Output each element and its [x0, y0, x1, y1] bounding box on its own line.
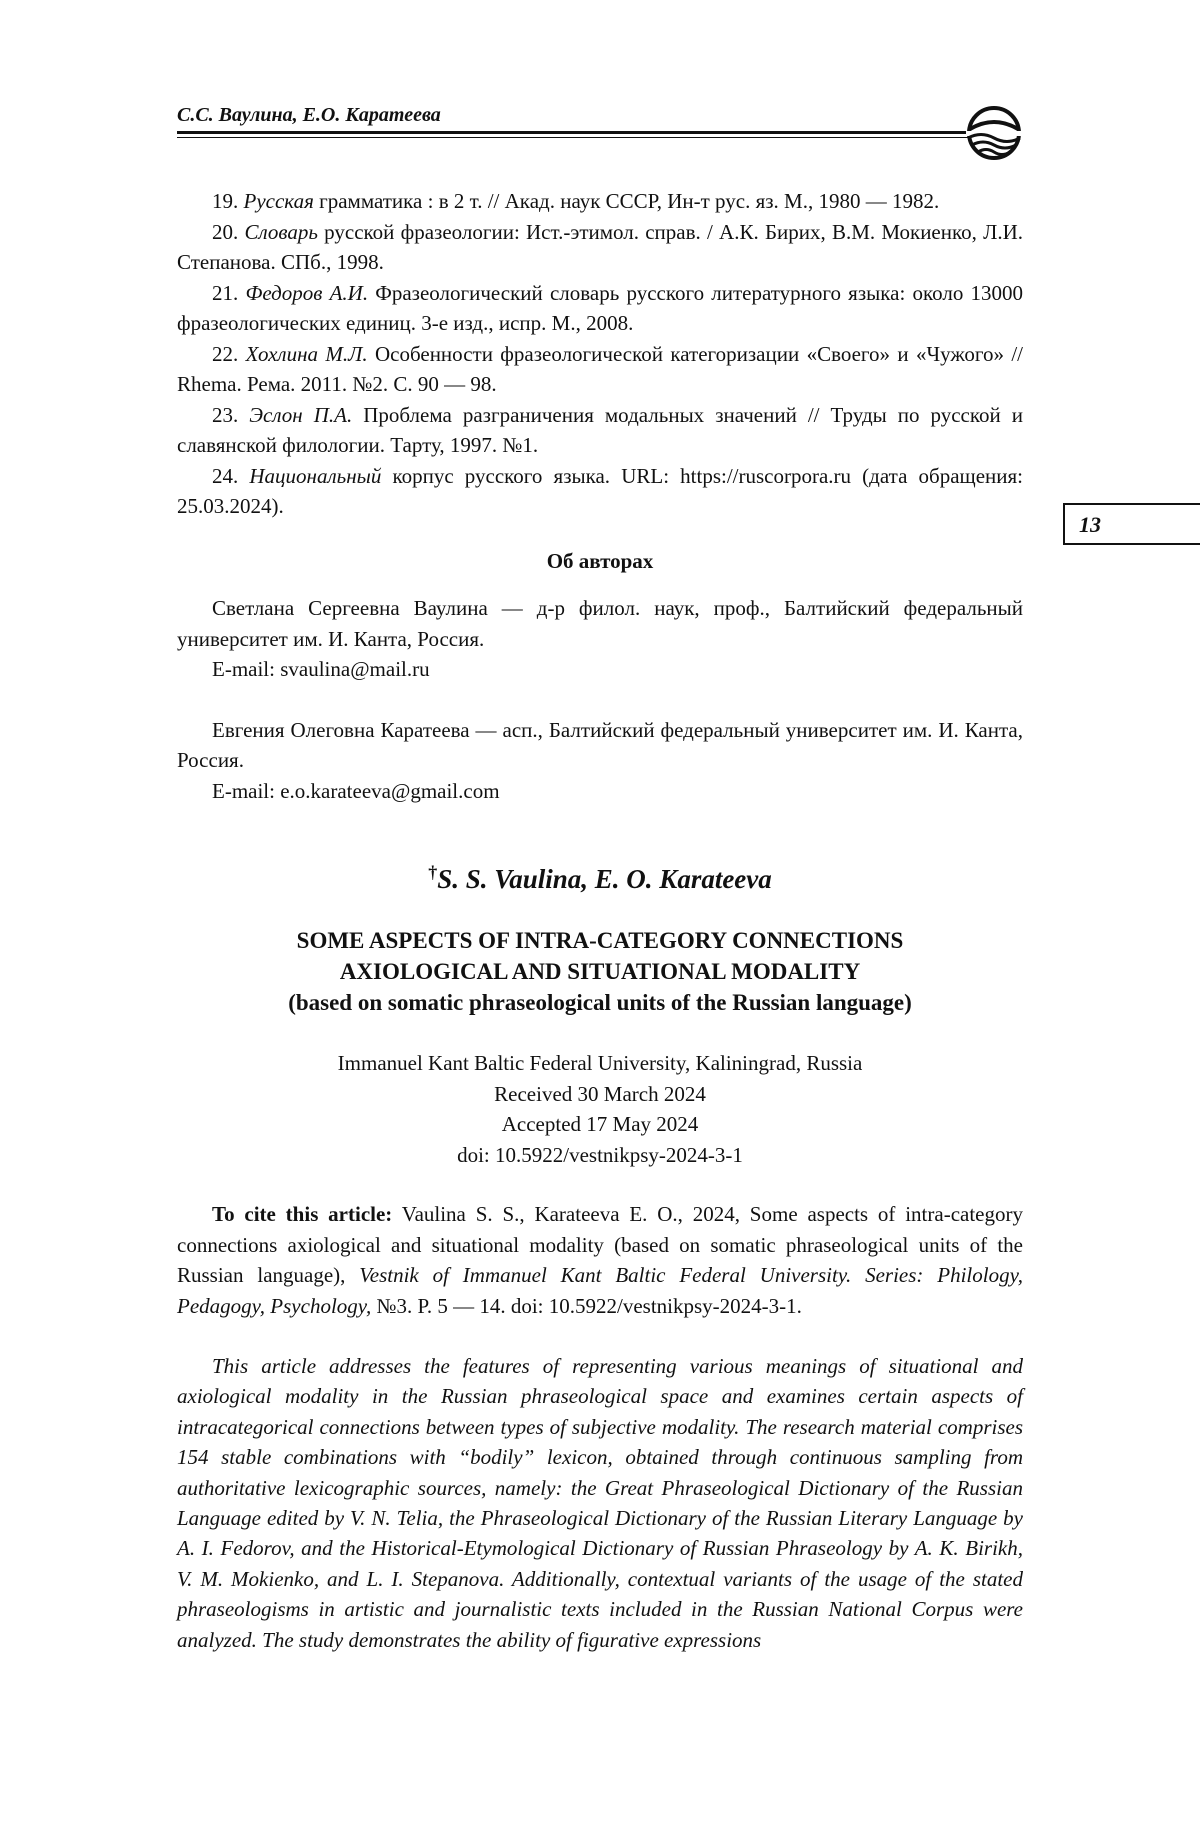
doi: doi: 10.5922/vestnikpsy-2024-3-1	[457, 1142, 743, 1167]
reference-item: 23. Эслон П.А. Проблема разграничения модальных значений // Труды по русской и славянской филологии. Тарту, 1997. №1.	[177, 402, 1024, 457]
reference-item: 20. Словарь русской фразеологии: Ист.-этимол. справ. / А.К. Бирих, В.М. Мокиенко, Л.И. Степанова. СПб., 1998.	[177, 219, 1024, 274]
article-meta	[177, 1048, 1023, 1170]
journal-logo-icon	[964, 105, 1024, 161]
accepted-date: Accepted 17 May 2024	[501, 1112, 699, 1136]
header-rule-thick	[177, 131, 969, 134]
english-authors: †S. S. Vaulina, E. O. Karateeva	[428, 862, 772, 894]
received-date: Received 30 March 2024	[494, 1081, 706, 1106]
author-2-email: E-mail: e.o.karateeva@gmail.com	[212, 778, 500, 803]
citation-block: To cite this article: Vaulina S. S., Karateeva E. O., 2024, Some aspects of intra-category connections axiological and situational modality (based on somatic phraseological units of the Russian language), Vestnik of Immanuel Kant Baltic Federal University. Series: Philology, Pedagogy, Psychology, №3. P. 5 — 14. doi: 10.5922/vestnikpsy-2024-3-1.	[177, 1202, 1024, 1318]
author-1-email: E-mail: svaulina@mail.ru	[212, 657, 430, 681]
about-authors	[177, 593, 1023, 806]
author-2-bio: Евгения Олеговна Каратеева — асп., Балтийский федеральный университет им. И. Канта, Россия.	[177, 717, 1023, 772]
reference-item: 24. Национальный корпус русского языка. URL: https://ruscorpora.ru (дата обращения: 25.03.2024).	[177, 463, 1023, 518]
header-rule-thin	[177, 137, 969, 138]
reference-item: 22. Хохлина М.Л. Особенности фразеологической категоризации «Своего» и «Чужого» // Rhema. Рема. 2011. №2. С. 90 — 98.	[177, 341, 1023, 396]
about-authors-heading: Об авторах	[546, 549, 654, 573]
page-number-tab	[1063, 503, 1200, 545]
affiliation: Immanuel Kant Baltic Federal University, Kaliningrad, Russia	[337, 1051, 863, 1075]
journal-name: Vestnik of Immanuel Kant Baltic Federal University. Series: Philology, Pedagogy, Psychology,	[177, 1263, 1024, 1318]
cite-label: To cite this article:	[212, 1202, 393, 1226]
dagger-mark: †	[428, 862, 438, 882]
author-1-bio: Светлана Сергеевна Ваулина — д-р филол. наук, проф., Балтийский федеральный университет им. И. Канта, Россия.	[177, 596, 1023, 651]
reference-item: 19. Русская грамматика : в 2 т. // Акад. наук СССР, Ин-т рус. яз. М., 1980 — 1982.	[212, 189, 940, 213]
reference-item: 21. Федоров А.И. Фразеологический словарь русского литературного языка: около 13000 фразеологических единиц. 3-е изд., испр. М., 2008.	[177, 280, 1024, 335]
running-header-authors: С.С. Ваулина, Е.О. Каратеева	[177, 104, 441, 126]
reference-list	[177, 186, 1023, 522]
page-number: 13	[1079, 512, 1101, 537]
abstract: This article addresses the features of representing various meanings of situational and axiological modality in the Russian phraseological space and examines certain aspects of intracategorical connections between types of subjective modality. The research material comprises 154 stable combinations with “bodily” lexicon, obtained through continuous sampling from authoritative lexicographic sources, namely: the Great Phraseological Dictionary of the Russian Language edited by V. N. Telia, the Phraseological Dictionary of the Russian Literary Language by A. I. Fedorov, and the Historical-Etymological Dictionary of Russian Phraseology by A. K. Birikh, V. M. Mokienko, and L. I. Stepanova. Additionally, contextual variants of the usage of the stated phraseologisms in artistic and journalistic texts included in the Russian National Corpus were analyzed. The study demonstrates the ability of figurative expressions	[177, 1354, 1023, 1652]
english-title: SOME ASPECTS OF INTRA-CATEGORY CONNECTIONS AXIOLOGICAL AND SITUATIONAL MODALITY (based on somatic phraseological units of the Russian language)	[288, 928, 912, 1015]
